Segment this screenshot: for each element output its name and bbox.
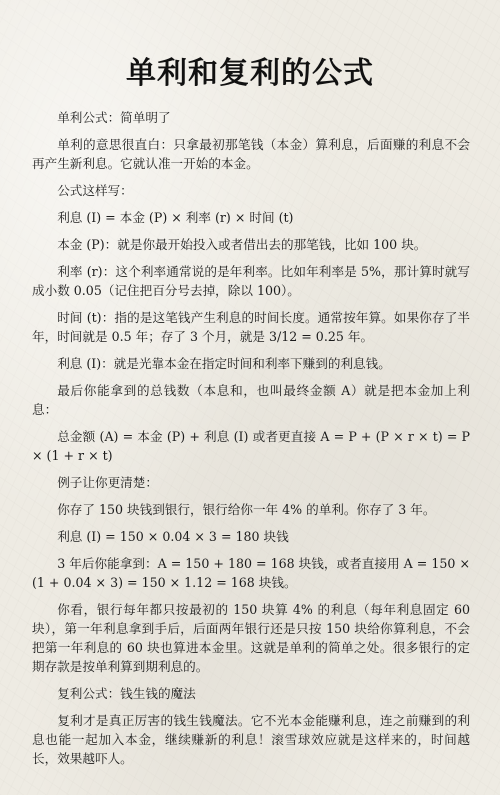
formula-example-interest: 利息 (I) = 150 × 0.04 × 3 = 180 块钱	[57, 529, 289, 544]
formula-total-amount: 总金额 (A) = 本金 (P) + 利息 (I) 或者更直接 A = P + (P × r × t) = P × (1 + r × t)	[32, 429, 470, 463]
section-heading-compound-interest: 复利公式：钱生钱的魔法	[57, 686, 196, 701]
paragraph: 单利的意思很直白：只拿最初那笔钱（本金）算利息，后面赚的利息不会再产生新利息。它就认准一开始的本金。	[32, 137, 470, 171]
article-body	[32, 108, 470, 776]
paragraph: 你看，银行每年都只按最初的 150 块算 4% 的利息（每年利息固定 60 块），第一年利息拿到手后，后面两年银行还是只按 150 块给你算利息，不会把第一年利息的 60 块也算进本金里。这就是单利的简单之处。很多银行的定期存款是按单利算到期利息的。	[32, 602, 470, 674]
paragraph: 3 年后你能拿到：A = 150 + 180 = 168 块钱，或者直接用 A = 150 × (1 + 0.04 × 3) = 150 × 1.12 = 168 块钱。	[32, 556, 470, 590]
paragraph: 公式这样写：	[57, 183, 133, 198]
paragraph: 复利才是真正厉害的钱生钱魔法。它不光本金能赚利息，连之前赚到的利息也能一起加入本金，继续赚新的利息！滚雪球效应就是这样来的，时间越长，效果越吓人。	[32, 713, 470, 766]
paragraph: 时间 (t)：指的是这笔钱产生利息的时间长度。通常按年算。如果你存了半年，时间就是 0.5 年；存了 3 个月，就是 3/12 = 0.25 年。	[32, 310, 470, 344]
paragraph: 最后你能拿到的总钱数（本息和，也叫最终金额 A）就是把本金加上利息：	[32, 383, 470, 417]
paragraph: 例子让你更清楚：	[57, 475, 158, 490]
paragraph: 你存了 150 块钱到银行，银行给你一年 4% 的单利。你存了 3 年。	[57, 502, 436, 517]
formula-interest: 利息 (I) = 本金 (P) × 利率 (r) × 时间 (t)	[57, 210, 294, 225]
section-heading-simple-interest: 单利公式：简单明了	[57, 110, 171, 125]
paragraph: 本金 (P)：就是你最开始投入或者借出去的那笔钱，比如 100 块。	[57, 237, 427, 252]
paragraph: 利息 (I)：就是光靠本金在指定时间和利率下赚到的利息钱。	[57, 356, 391, 371]
paragraph: 利率 (r)：这个利率通常说的是年利率。比如年利率是 5%，那计算时就写成小数 0.05（记住把百分号去掉，除以 100）。	[32, 264, 470, 298]
page-title: 单利和复利的公式	[126, 56, 374, 91]
